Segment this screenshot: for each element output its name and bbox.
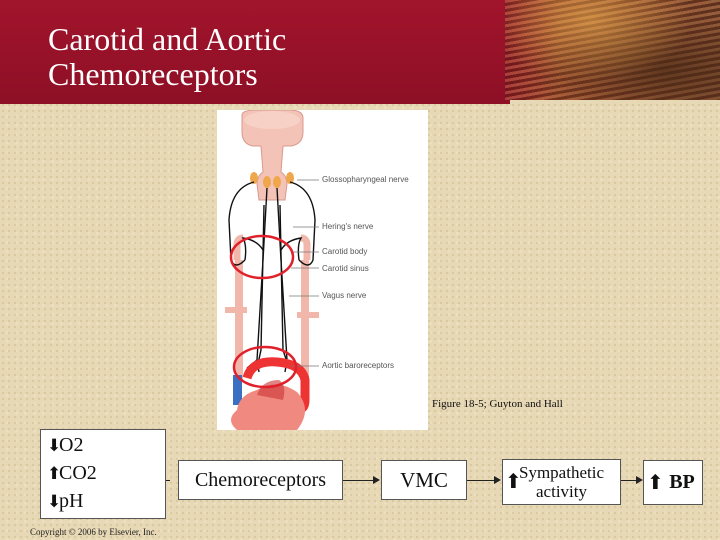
stimulus-ph (47, 489, 83, 513)
header-rule (0, 100, 510, 104)
up-arrow-icon: ⬆ (505, 469, 522, 493)
sympathetic-activity-box (502, 459, 621, 505)
stimulus-o2 (47, 433, 83, 457)
arrowhead-icon (494, 476, 501, 484)
vmc-box (381, 460, 467, 500)
up-arrow-icon: ⬆ (47, 464, 62, 484)
figure-caption: Figure 18-5; Guyton and Hall (432, 398, 563, 410)
stimulus-label: pH (59, 490, 84, 512)
up-arrow-icon: ⬆ (647, 470, 664, 494)
slide-title (48, 22, 286, 92)
stimulus-label: CO2 (59, 462, 97, 484)
arrowhead-icon (373, 476, 380, 484)
sympathetic-label (519, 463, 604, 501)
bp-box (643, 460, 703, 505)
highlight-circles (220, 230, 310, 390)
label-vagus-nerve: Vagus nerve (322, 291, 367, 300)
copyright-notice: Copyright © 2006 by Elsevier, Inc. (30, 527, 157, 537)
vmc-label: VMC (400, 467, 448, 492)
stimuli-box (40, 429, 166, 519)
stimulus-label: O2 (59, 434, 84, 456)
sympathetic-line-1: Sympathetic (519, 463, 604, 482)
connector-line (166, 480, 170, 481)
label-glossopharyngeal-nerve: Glossopharyngeal nerve (322, 175, 409, 184)
stimulus-co2 (47, 461, 97, 485)
connector-line (467, 480, 494, 481)
chemoreceptors-box (178, 460, 343, 500)
bp-label: BP (669, 471, 695, 493)
title-line-2: Chemoreceptors (48, 56, 258, 92)
aortic-highlight-circle (234, 347, 296, 387)
arrowhead-icon (636, 476, 643, 484)
label-herings-nerve: Hering's nerve (322, 222, 374, 231)
title-line-1: Carotid and Aortic (48, 21, 287, 57)
label-carotid-body: Carotid body (322, 247, 368, 256)
down-arrow-icon: ⬇ (47, 492, 62, 512)
connector-line (343, 480, 373, 481)
connector-line (621, 480, 636, 481)
label-carotid-sinus: Carotid sinus (322, 264, 369, 273)
sympathetic-line-2: activity (536, 482, 587, 501)
chemoreceptors-label: Chemoreceptors (194, 468, 327, 491)
label-aortic-baroreceptors: Aortic baroreceptors (322, 361, 395, 370)
header-decorative-art (505, 0, 720, 100)
down-arrow-icon: ⬇ (47, 436, 62, 456)
carotid-highlight-circle (231, 236, 293, 278)
